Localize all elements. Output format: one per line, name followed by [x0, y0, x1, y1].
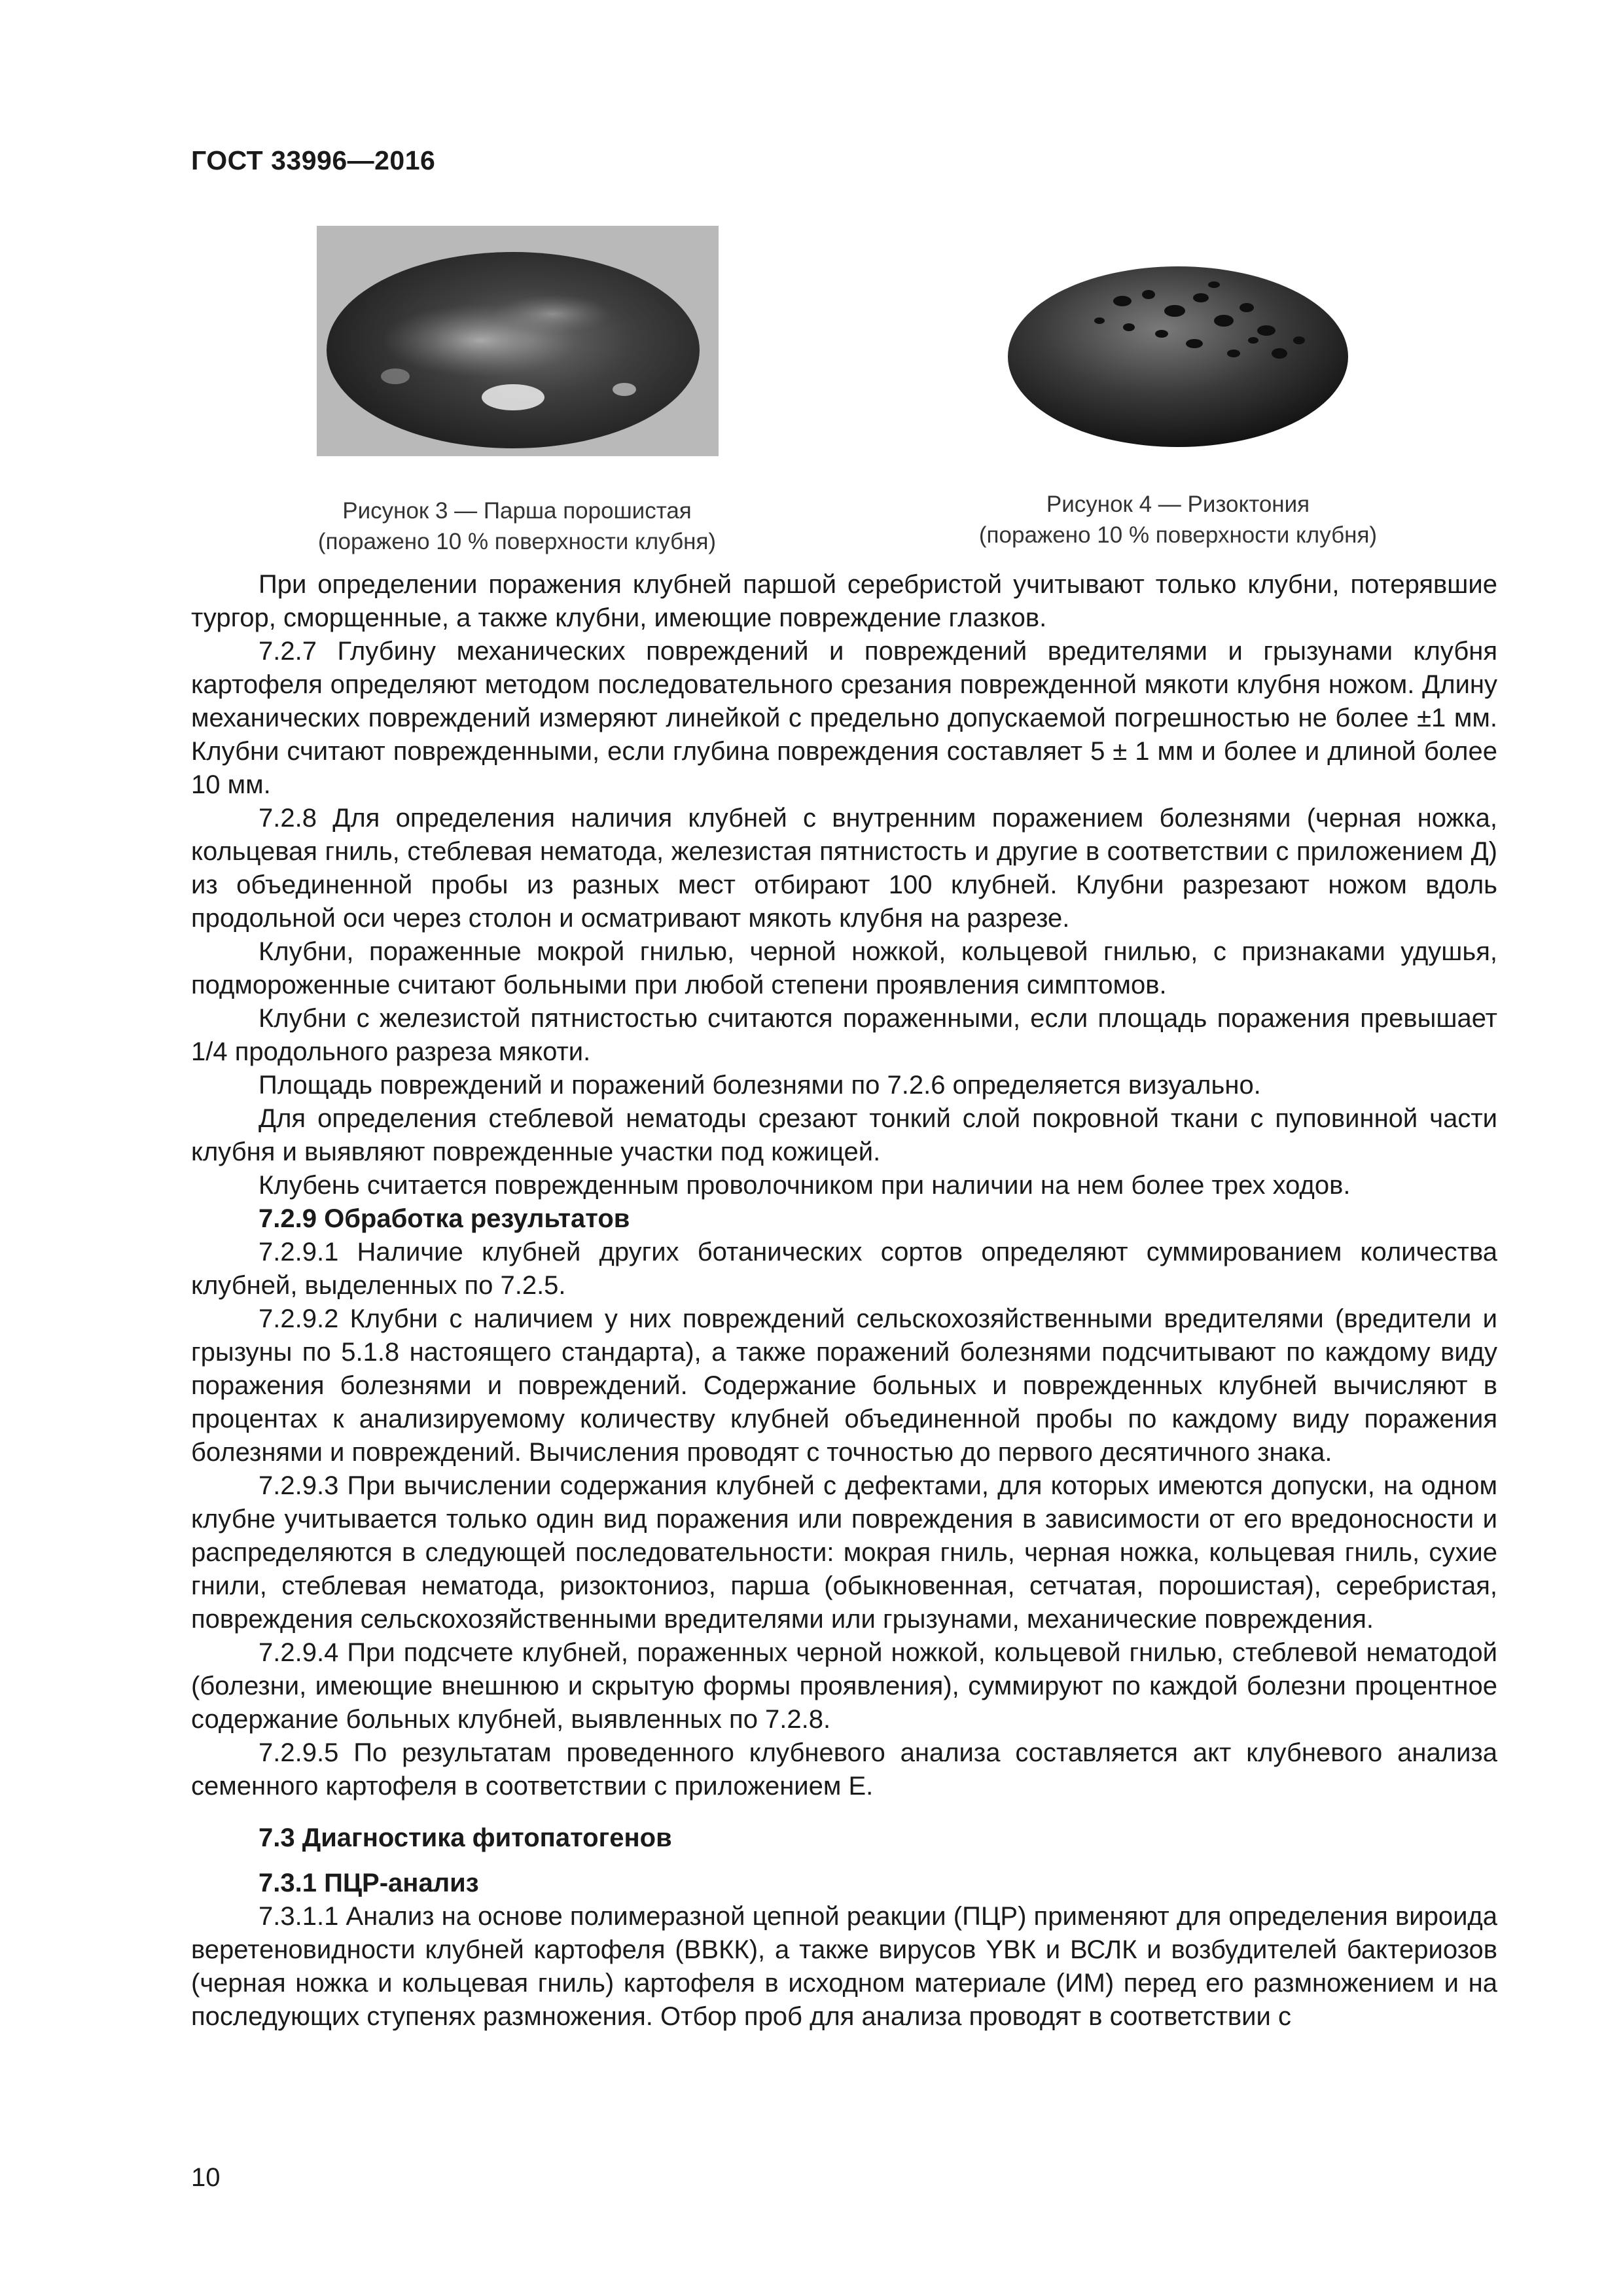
heading-7-3-1: 7.3.1 ПЦР-анализ	[259, 1869, 479, 1897]
document-body	[191, 568, 1497, 2034]
figure-4	[929, 249, 1427, 550]
paragraph-7-2-8: 7.2.8 Для определения наличия клубней с внутренним поражением болезнями (черная ножка, кольцевая гниль, стеблевая нематода, железистая пятнистость и другие в соответствии с приложением Д) из объединенной пробы из разных мест отбирают 100 клубней. Клубни разрезают ножом вдоль продольной оси через столон и осматривают мякоть клубня на разрезе.	[191, 804, 1497, 933]
paragraph-7-2-9-2: 7.2.9.2 Клубни с наличием у них повреждений сельскохозяйственными вредителями (вредители и грызуны по 5.1.8 настоящего стандарта), а также поражений болезнями подсчитывают по каждому виду поражения болезнями и повреждений. Содержание больных и поврежденных клубней вычисляют в процентах к анализируемому количеству клубней объединенной пробы по каждому виду поражения болезнями и повреждений. Вычисления проводят с точностью до первого десятичного знака.	[191, 1304, 1497, 1467]
figure-4-caption-line2: (поражено 10 % поверхности клубня)	[978, 522, 1378, 548]
figure-3	[275, 226, 759, 557]
paragraph-7-3-1-1: 7.3.1.1 Анализ на основе полимеразной цепной реакции (ПЦР) применяют для определения вироида веретеновидности клубней картофеля (ВВКК), а также вирусов YВК и ВСЛК и возбудителей бактериозов (черная ножка и кольцевая гниль) картофеля в исходном материале (ИМ) перед его размножением и на последующих ступенях размножения. Отбор проб для анализа проводят в соответствии с	[191, 1902, 1497, 2031]
heading-7-2-9: 7.2.9 Обработка результатов	[259, 1204, 630, 1233]
heading-7-3: 7.3 Диагностика фитопатогенов	[259, 1823, 672, 1852]
paragraph: Площадь повреждений и поражений болезнями по 7.2.6 определяется визуально.	[259, 1071, 1261, 1100]
paragraph-7-2-9-5: 7.2.9.5 По результатам проведенного клубневого анализа составляется акт клубневого анализа семенного картофеля в соответствии с приложением Е.	[191, 1738, 1497, 1801]
paragraph: Клубни, пораженные мокрой гнилью, черной ножкой, кольцевой гнилью, с признаками удушья, подмороженные считают больными при любой степени проявления симптомов.	[191, 937, 1497, 999]
paragraph-7-2-7: 7.2.7 Глубину механических повреждений и повреждений вредителями и грызунами клубня картофеля определяют методом последовательного срезания поврежденной мякоти клубня ножом. Длину механических повреждений измеряют линейкой с предельно допускаемой погрешностью не более ±1 мм. Клубни считают поврежденными, если глубина повреждения составляет 5 ± 1 мм и более и длиной более 10 мм.	[191, 637, 1497, 799]
figure-3-caption-line2: (поражено 10 % поверхности клубня)	[317, 529, 717, 554]
paragraph: Клубень считается поврежденным проволочником при наличии на нем более трех ходов.	[259, 1171, 1351, 1200]
paragraph-7-2-9-4: 7.2.9.4 При подсчете клубней, пораженных черной ножкой, кольцевой гнилью, стеблевой нематодой (болезни, имеющие внешнюю и скрытую формы проявления), суммируют по каждой болезни процентное содержание больных клубней, выявленных по 7.2.8.	[191, 1638, 1497, 1734]
paragraph-7-2-9-3: 7.2.9.3 При вычислении содержания клубней с дефектами, для которых имеются допуски, на одном клубне учитывается только один вид поражения или повреждения в зависимости от его вредоносности и распределяются в следующей последовательности: мокрая гниль, черная ножка, кольцевая гниль, сухие гнили, стеблевая нематода, ризоктониоз, парша (обыкновенная, сетчатая, порошистая), серебристая, повреждения сельскохозяйственными вредителями или грызунами, механические повреждения.	[191, 1471, 1497, 1634]
figure-3-caption-line1: Рисунок 3 — Парша порошистая	[342, 498, 692, 524]
paragraph: Клубни с железистой пятнистостью считаются пораженными, если площадь поражения превышает 1/4 продольного разреза мякоти.	[191, 1004, 1497, 1066]
page-number: 10	[191, 2163, 221, 2192]
figure-3-caption	[275, 495, 759, 557]
figure-4-caption	[929, 489, 1427, 550]
figure-4-image	[998, 249, 1358, 452]
figure-3-image	[317, 226, 719, 456]
figure-4-caption-line1: Рисунок 4 — Ризоктония	[1046, 492, 1310, 517]
paragraph-7-2-9-1: 7.2.9.1 Наличие клубней других ботанических сортов определяют суммированием количества клубней, выделенных по 7.2.5.	[191, 1238, 1497, 1300]
paragraph: Для определения стеблевой нематоды срезают тонкий слой покровной ткани с пуповинной части клубня и выявляют поврежденные участки под кожицей.	[191, 1104, 1497, 1166]
paragraph: При определении поражения клубней паршой серебристой учитывают только клубни, потерявшие тургор, сморщенные, а также клубни, имеющие повреждение глазков.	[191, 570, 1497, 632]
document-header: ГОСТ 33996—2016	[191, 145, 436, 175]
